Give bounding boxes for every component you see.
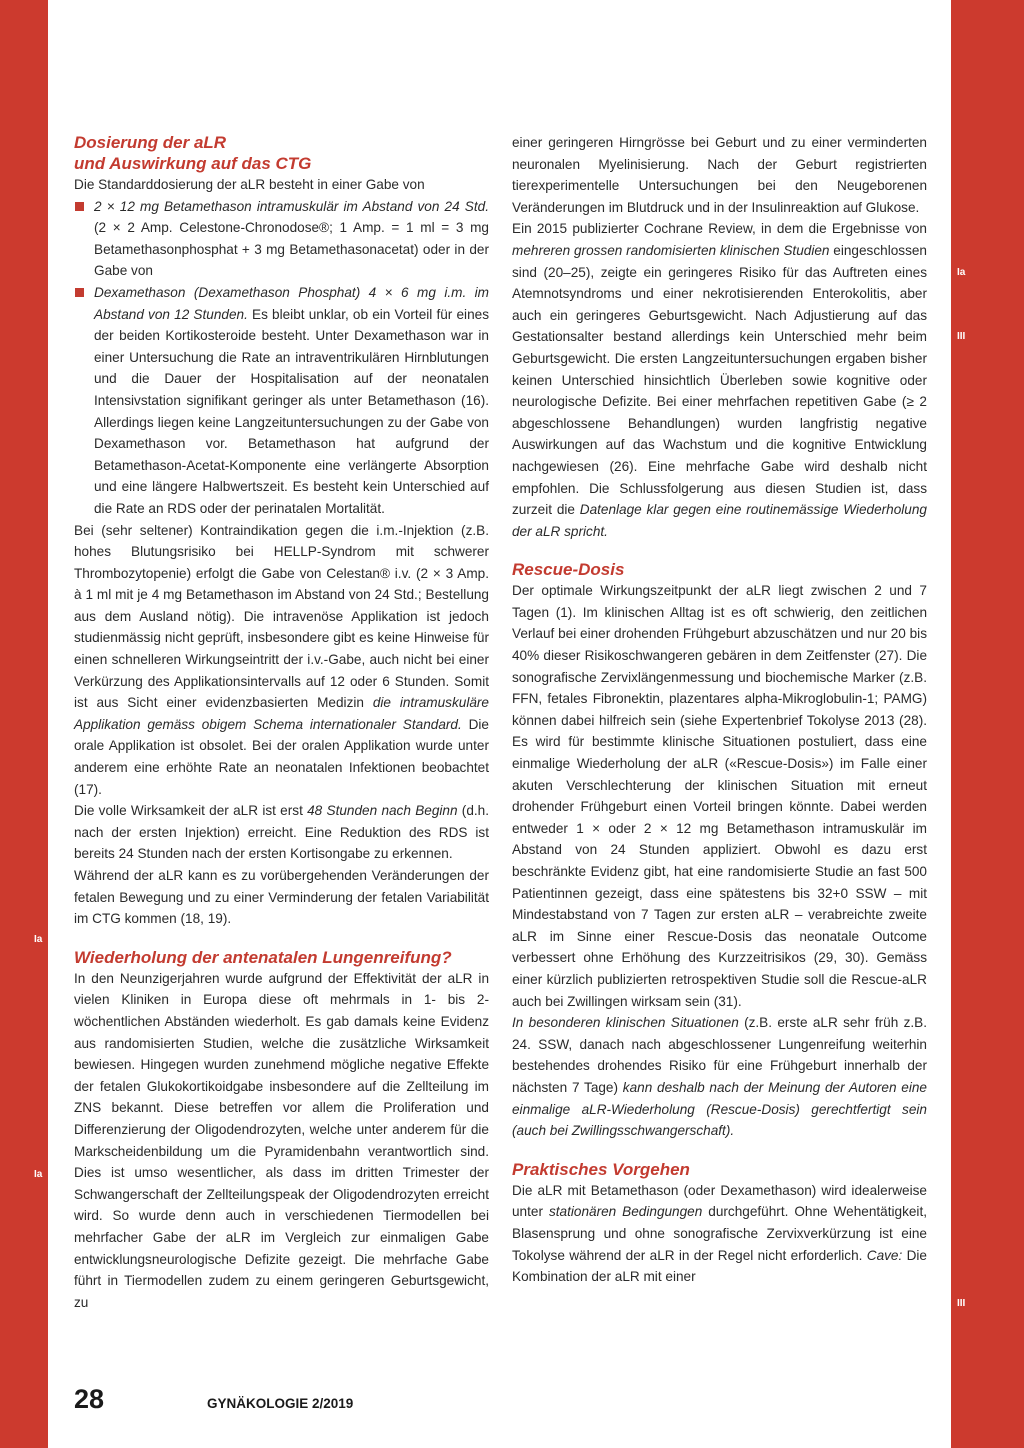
- paragraph: Ein 2015 publizierter Cochrane Review, in dem die Ergebnisse von mehreren grossen randomisierten klinischen Studien eingeschlossen sind (20–25), zeigte ein geringeres Risiko für das Auftreten eines Atemnotsyndroms und einer nekrotisierenden Enterokolitis, aber auch ein geringeres Geburtsgewicht. Nach Adjustierung auf das Gestationsalter bestand allerdings kein Unterschied mehr beim Geburtsgewicht. Die ersten Langzeituntersuchungen ergaben bisher keinen Unterschied hinsichtlich Überleben sowie kognitive oder neurologische Defizite. Bei einer mehrfachen repetitiven Gabe (≥ 2 abgeschlossene Behandlungen) wurden langfristig negative Auswirkungen auf das Wachstum und die kognitive Entwicklung nachgewiesen (26). Eine mehrfache Gabe wird deshalb nicht empfohlen. Die Schlussfolgerung aus diesen Studien ist, dass zurzeit die Datenlage klar gegen eine routinemässige Wiederholung der aLR spricht.: [512, 221, 927, 539]
- section-heading-rescue-dosis: Rescue-Dosis: [512, 560, 625, 580]
- paragraph: Die aLR mit Betamethason (oder Dexamethason) wird idealerweise unter stationären Bedingungen durchgeführt. Ohne Wehentätigkeit, Blasensprung und ohne sonografische Zervixverkürzung ist eine Tokolyse während der aLR in der Regel nicht erforderlich. Cave: Die Kombination der aLR mit einer: [512, 1182, 928, 1285]
- list-item: 2 × 12 mg Betamethason intramuskulär im Abstand von 24 Std. (2 × 2 Amp. Celestone-Chronodose®; 1 Amp. = 1 ml = 3 mg Betamethasonphosphat + 3 mg Betamethasonacetat) oder in der Gabe von: [74, 196, 489, 282]
- paragraph: In besonderen klinischen Situationen (z.B. erste aLR sehr früh z.B. 24. SSW, danach nach abgeschlossener Lungenreifung weiterhin bestehendes drohendes Risiko für eine Frühgeburt innerhalb der nächsten 7 Tage) kann deshalb nach der Meinung der Autoren eine einmalige aLR-Wiederholung (Rescue-Dosis) gerechtfertigt sein (auch bei Zwillingsschwangerschaft).: [512, 1015, 927, 1139]
- left-margin-bar: [0, 0, 48, 1448]
- section-heading-praktisches-vorgehen: Praktisches Vorgehen: [512, 1159, 690, 1179]
- bullet-square-icon: [75, 288, 84, 297]
- list-item: Dexamethason (Dexamethason Phosphat) 4 × 6 mg i.m. im Abstand von 12 Stunden. Es bleibt unklar, ob ein Vorteil für eines der beiden Kortikosteroide besteht. Unter Dexamethason war in einer Untersuchung die Rate an intraventrikulären Hirnblutungen und die Dauer der Hospitalisation auf der neonatalen Intensivstation signifikant geringer als unter Betamethason (16). Allerdings liegen keine Langzeituntersuchungen zu der Gabe von Dexamethason vor. Betamethason hat aufgrund der Betamethason-Acetat-Komponente eine verlängerte Absorption und eine längere Halbwertszeit. Es besteht kein Unterschied auf die Rate an RDS oder der perinatalen Mortalität.: [74, 282, 489, 520]
- dosage-list: [74, 196, 489, 520]
- evidence-level-label: III: [957, 331, 966, 342]
- evidence-level-label: Ia: [34, 934, 43, 945]
- evidence-level-label: Ia: [34, 1169, 43, 1180]
- right-column: [512, 132, 927, 1288]
- paragraph: einer geringeren Hirngrösse bei Geburt und zu einer verminderten neuronalen Myelinisierung. Nach der Geburt registrierten tierexperimentelle Untersuchungen bei den Neugeborenen Veränderungen im Blutdruck und in der Insulinreaktion auf Glukose.: [512, 135, 927, 215]
- section-heading-wiederholung: Wiederholung der antenatalen Lungenreifung?: [74, 947, 452, 967]
- paragraph: Der optimale Wirkungszeitpunkt der aLR liegt zwischen 2 und 7 Tagen (1). Im klinischen Alltag ist es oft schwierig, den zeitlichen Verlauf bei einer drohenden Frühgeburt abzuschätzen und nur 20 bis 40% dieser Risikoschwangeren gebären in dem Zeitfenster (27). Die sonografische Zervixlängenmessung und biochemische Marker (z.B. FFN, fetales Fibronektin, plazentares alpha-Mikroglobulin-1; PAMG) können dabei hilfreich sein (siehe Expertenbrief Tokolyse 2013 (28). Es wird für bestimmte klinische Situationen postuliert, dass eine einmalige Wiederholung der aLR («Rescue-Dosis») im Falle einer akuten Verschlechterung der klinischen Situation mit erneut drohender Frühgeburt einen Vorteil bringen könnte. Dabei werden entweder 1 × oder 2 × 12 mg Betamethason intramuskulär im Abstand von 24 Stunden appliziert. Obwohl es dazu erst beschränkte Evidenz gibt, hat eine randomisierte Studie an fast 500 Patientinnen gezeigt, dass eine spätestens bis 32+0 SSW – mit Mindestabstand von 7 Tagen zur ersten aLR – verabreichte zweite aLR im Sinne einer Rescue-Dosis das neonatale Outcome verbessert ohne Erhöhung des Kurzzeitrisikos (29, 30). Gemäss einer kürzlich publizierten retrospektiven Studie soll die Rescue-aLR auch bei Zwillingen wirksam sein (31).: [512, 583, 927, 1009]
- evidence-level-label: Ia: [957, 267, 966, 278]
- journal-name: GYNÄKOLOGIE 2/2019: [207, 1396, 354, 1411]
- paragraph: Die volle Wirksamkeit der aLR ist erst 48 Stunden nach Beginn (d.h. nach der ersten Injektion) erreicht. Eine Reduktion des RDS ist bereits 24 Stunden nach der ersten Kortisongabe zu erkennen.: [74, 803, 490, 862]
- paragraph: Bei (sehr seltener) Kontraindikation gegen die i.m.-Injektion (z.B. hohes Blutungsrisiko bei HELLP-Syndrom mit schwerer Thrombozytopenie) erfolgt die Gabe von Celestan® i.v. (2 × 3 Amp. à 1 ml mit je 4 mg Betamethason im Abstand von 24 Std.; Bestellung aus dem Ausland nötig). Die intravenöse Applikation ist jedoch studienmässig nicht geprüft, insbesondere gibt es keine Hinweise für einen schnelleren Wirkungseintritt der i.v.-Gabe, auch nicht bei einer Verkürzung des Applikationsintervalls auf 12 oder 6 Stunden. Somit ist aus Sicht einer evidenzbasierten Medizin die intramuskuläre Applikation gemäss obigem Schema internationaler Standard. Die orale Applikation ist obsolet. Bei der oralen Applikation wurde unter anderem eine erhöhte Rate an neonatalen Infektionen beobachtet (17).: [74, 522, 489, 797]
- evidence-level-label: III: [957, 1298, 966, 1309]
- section-heading-dosierung: Dosierung der aLR und Auswirkung auf das CTG: [74, 133, 312, 173]
- right-margin-bar: [951, 0, 1024, 1448]
- bullet-square-icon: [75, 202, 84, 211]
- left-column: [74, 132, 489, 1313]
- paragraph: Während der aLR kann es zu vorübergehenden Veränderungen der fetalen Bewegung und zu einer Verminderung der fetalen Variabilität im CTG kommen (18, 19).: [74, 868, 489, 927]
- paragraph: Die Standarddosierung der aLR besteht in einer Gabe von: [74, 177, 425, 192]
- paragraph: In den Neunzigerjahren wurde aufgrund der Effektivität der aLR in vielen Kliniken in Europa diese oft mehrmals in 1- bis 2-wöchentlichen Abständen wiederholt. Es gab damals keine Evidenz aus randomisierten Studien, welche die zusätzliche Wirksamkeit bewiesen. Hingegen wurden zunehmend mögliche negative Effekte der fetalen Glukokortikoidgabe insbesondere auf die Zellteilung im ZNS bekannt. Diese betreffen vor allem die Proliferation und Differenzierung der Oligodendrozyten, welche unter anderem für die Markscheidenbildung um die Pyramidenbahn verantwortlich sind. Dies ist umso wesentlicher, als dass im dritten Trimester der Schwangerschaft der Zellteilungspeak der Oligodendrozyten erreicht wird. So wurde denn auch in verschiedenen Tiermodellen bei mehrfacher Gabe der aLR im Vergleich zur einmaligen Gabe entwicklungsneurologische Defizite gezeigt. Die mehrfache Gabe führt in Tiermodellen zudem zu einem geringeren Geburtsgewicht, zu: [74, 970, 489, 1310]
- page-number: 28: [74, 1384, 105, 1414]
